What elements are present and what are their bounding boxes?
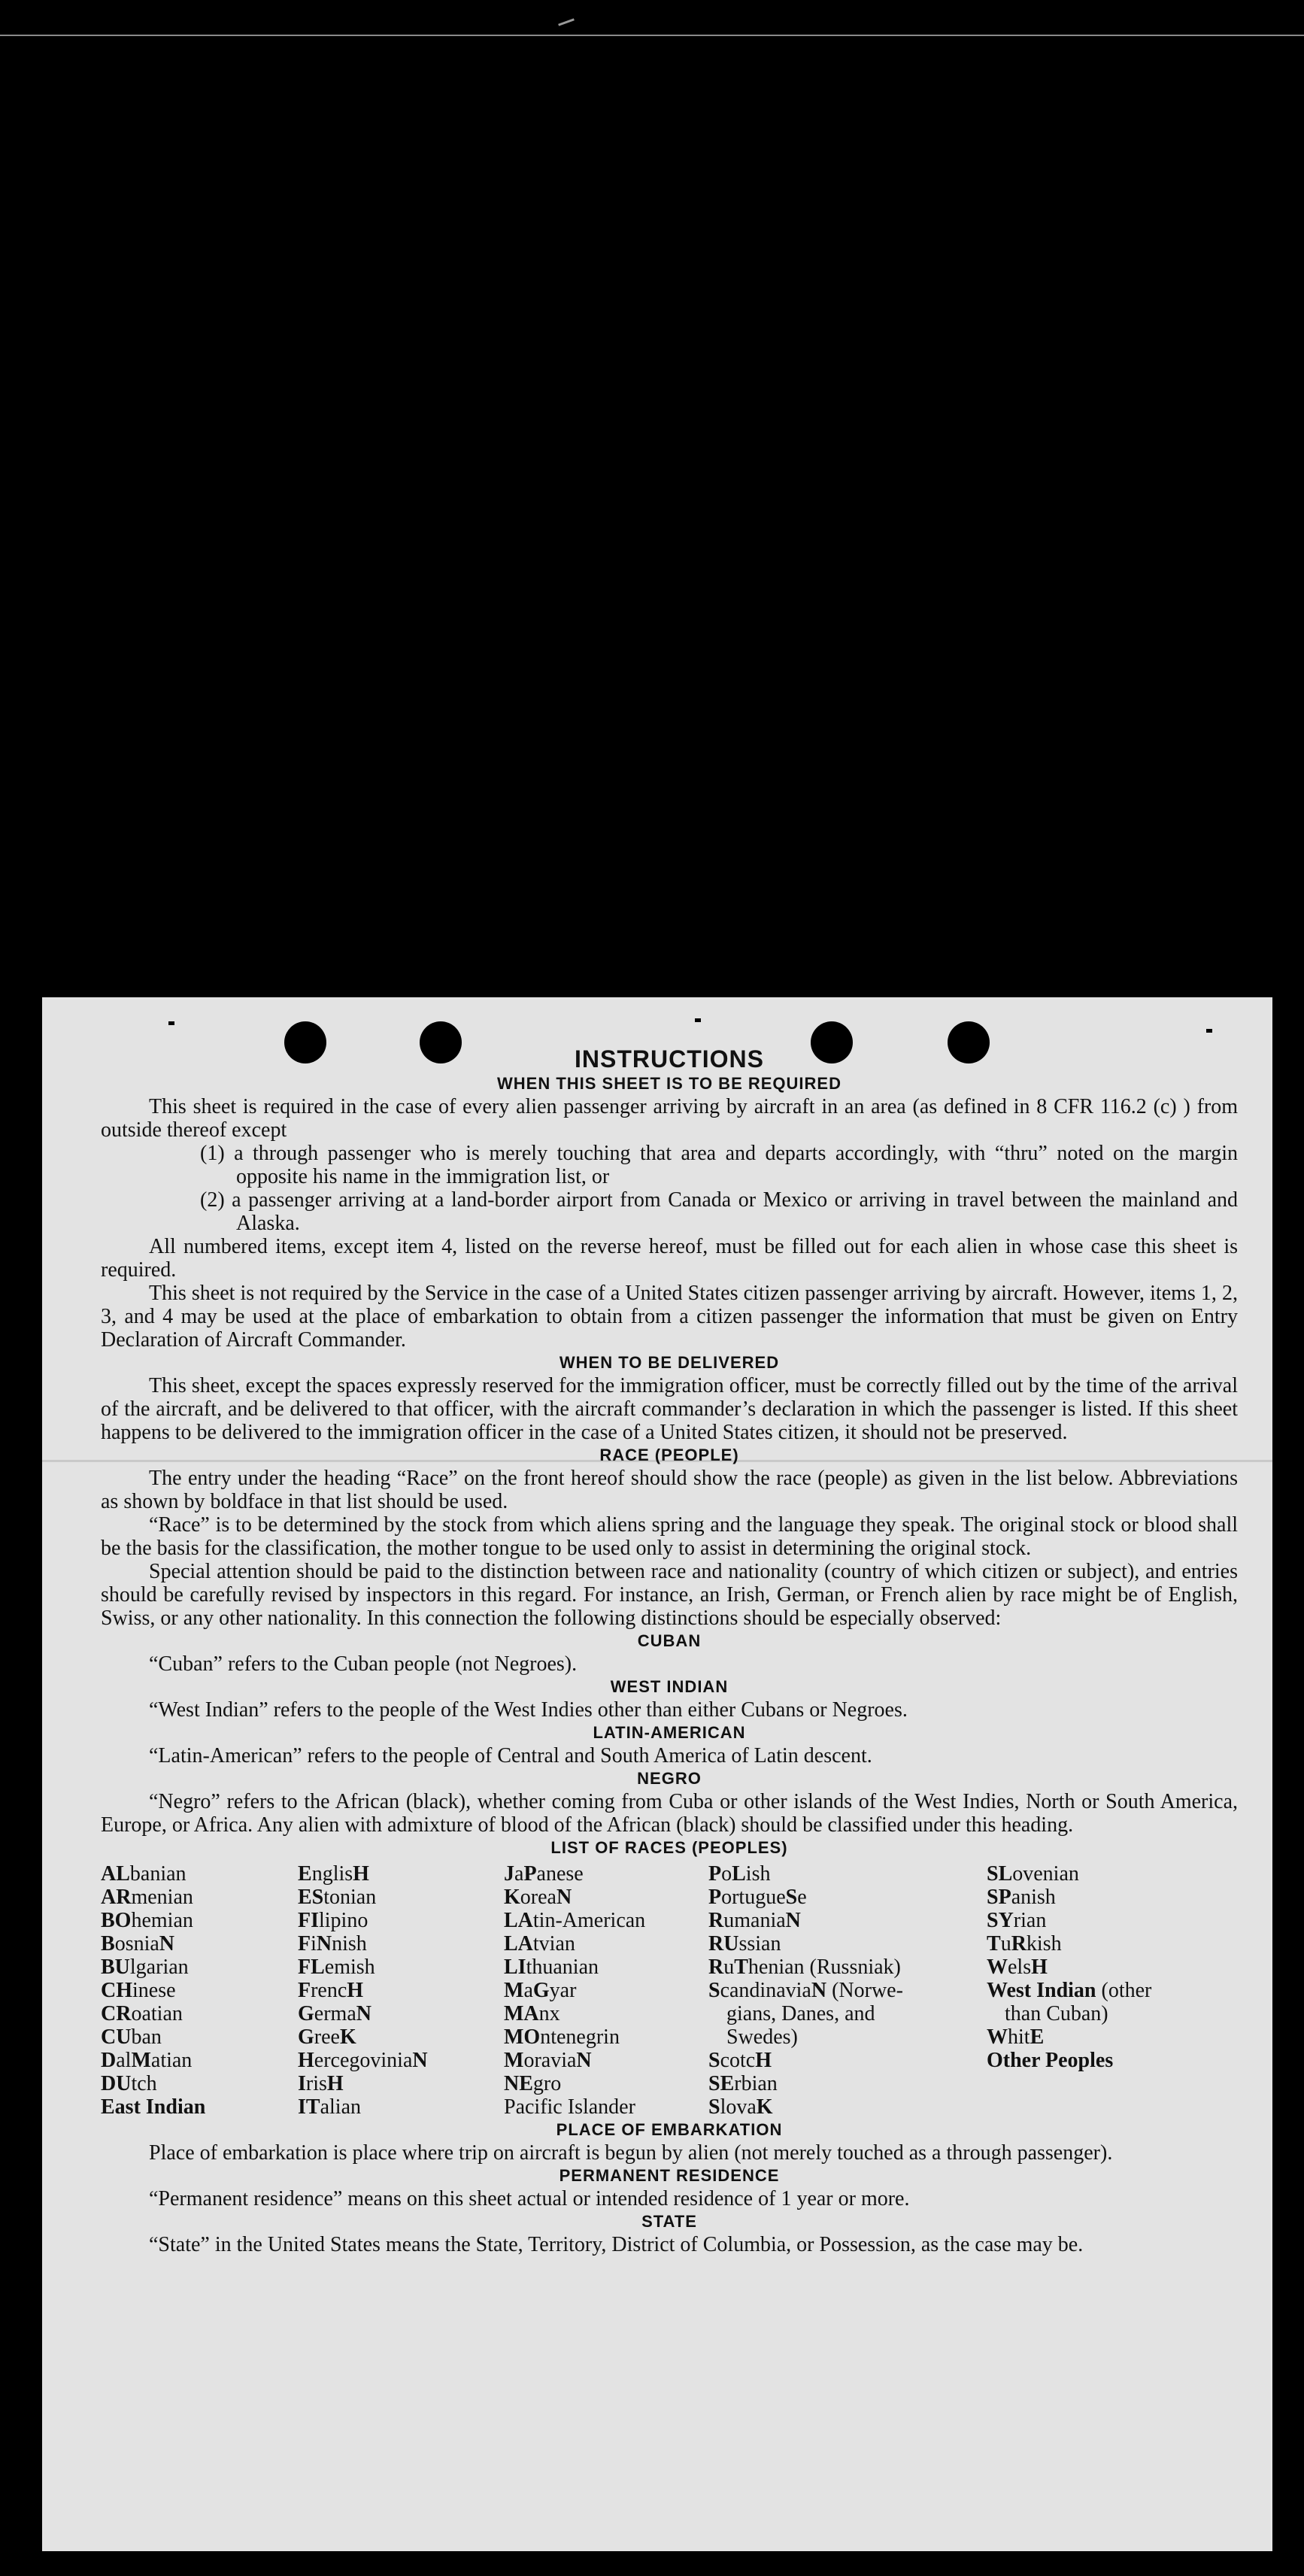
race-text: (other — [1096, 1979, 1152, 2002]
race-abbreviation: T — [987, 1932, 1001, 1956]
race-entry — [298, 1909, 504, 1932]
paragraph: “Permanent residence” means on this sheet actual or intended residence of 1 year or more. — [149, 2187, 910, 2210]
race-text: rbian — [734, 2072, 778, 2095]
race-text: ish — [745, 1862, 771, 1886]
list-item: (1) a through passenger who is merely touching that area and departs accordingly, with “thru” noted on the margin opposite his name in the immigration list, or — [200, 1142, 1238, 1188]
race-entry — [987, 1979, 1238, 2002]
race-text: emish — [324, 1956, 375, 1979]
race-abbreviation: Other Peoples — [987, 2049, 1114, 2072]
race-abbreviation: M — [504, 1979, 524, 2002]
race-entry — [987, 1909, 1238, 1932]
race-entry — [101, 2025, 298, 2049]
race-abbreviation: M — [504, 2049, 524, 2072]
race-abbreviation: CU — [101, 2025, 132, 2049]
paragraph: All numbered items, except item 4, listed on the reverse hereof, must be filled out for each alien in whose case this sheet is required. — [101, 1235, 1238, 1282]
race-abbreviation: AR — [101, 1886, 132, 1909]
section-heading: WEST INDIAN — [610, 1677, 729, 1696]
section-heading: RACE (PEOPLE) — [599, 1446, 739, 1464]
race-entry — [987, 2002, 1238, 2025]
race-text: candinavia — [720, 1979, 811, 2002]
race-entry — [987, 2025, 1238, 2049]
race-text: umania — [723, 1909, 786, 1932]
race-text: thuanian — [526, 1956, 599, 1979]
race-entry — [101, 2049, 298, 2072]
race-text: henian (Russniak) — [748, 1956, 901, 1979]
race-entry — [504, 1862, 708, 1886]
race-text: ris — [305, 2072, 327, 2095]
race-entry — [101, 1979, 298, 2002]
race-text: a — [514, 1862, 524, 1886]
speck — [168, 1021, 174, 1025]
race-text: lgarian — [129, 1956, 189, 1979]
race-entry — [708, 2025, 987, 2049]
race-entry — [504, 2002, 708, 2025]
race-entry — [298, 1979, 504, 2002]
race-text: hit — [1008, 2025, 1030, 2049]
section-heading: PLACE OF EMBARKATION — [556, 2120, 783, 2139]
race-text: banian — [129, 1862, 187, 1886]
race-abbreviation: E — [1030, 2025, 1045, 2049]
race-text: ree — [314, 2025, 340, 2049]
race-text: oravia — [523, 2049, 577, 2072]
race-entry — [298, 1956, 504, 1979]
race-abbreviation: CR — [101, 2002, 132, 2025]
race-text: ovenian — [1012, 1862, 1079, 1886]
race-text: u — [1000, 1932, 1011, 1956]
race-text: gians, Danes, and — [726, 2002, 875, 2025]
paragraph: This sheet, except the spaces expressly reserved for the immigration officer, must be correctly filled out by the time of the arrival of the aircraft, and be delivered to that officer, with the aircraft commander’s declaration in which the passenger is listed. If this sheet happens to be delivered to the immigration officer in the case of a United States citizen, it should not be preserved. — [101, 1374, 1238, 1444]
races-column — [708, 1862, 987, 2119]
race-entry — [298, 2025, 504, 2049]
race-text: gro — [532, 2072, 562, 2095]
race-abbreviation: H — [347, 1979, 364, 2002]
paragraph: “State” in the United States means the State, Territory, District of Columbia, or Possession, as the case may be. — [149, 2233, 1084, 2256]
race-text: lipino — [319, 1909, 368, 1932]
race-text: ssian — [738, 1932, 781, 1956]
race-abbreviation: N — [811, 1979, 827, 2002]
race-entry — [708, 2002, 987, 2025]
race-entry — [101, 1862, 298, 1886]
race-text: kish — [1026, 1932, 1062, 1956]
race-entry — [987, 1932, 1238, 1956]
race-text: oatian — [131, 2002, 183, 2025]
section-heading: LIST OF RACES (PEOPLES) — [550, 1838, 788, 1857]
race-entry — [708, 2049, 987, 2072]
race-abbreviation: M — [131, 2049, 151, 2072]
race-abbreviation: N — [412, 2049, 428, 2072]
race-abbreviation: F — [298, 1932, 311, 1956]
list-item: (2) a passenger arriving at a land-border airport from Canada or Mexico or arriving in travel between the mainland and Alaska. — [200, 1188, 1238, 1235]
race-text: ban — [131, 2025, 162, 2049]
race-abbreviation: SY — [987, 1909, 1014, 1932]
race-abbreviation: R — [708, 1909, 724, 1932]
paragraph: “Race” is to be determined by the stock from which aliens spring and the language they speak. The original stock or blood shall be the basis for the classification, the mother tongue to be used only to assist in determining the original stock. — [101, 1513, 1238, 1560]
race-entry — [101, 2095, 298, 2119]
race-text: tvian — [532, 1932, 575, 1956]
paragraph: Special attention should be paid to the distinction between race and nationality (country of which citizen or subject), and entries should be carefully revised by inspectors in this regard. For instance, an Irish, German, or French alien by race might be of English, Swiss, or any other nationality. In this connection the following distinctions should be especially observed: — [101, 1560, 1238, 1630]
paragraph: “Negro” refers to the African (black), whether coming from Cuba or other islands of the West Indies, North or South America, Europe, or Africa. Any alien with admixture of blood of the African (black) should be classified under this heading. — [101, 1790, 1238, 1837]
scan-top-border — [0, 35, 1304, 36]
races-column — [504, 1862, 708, 2119]
race-abbreviation: N — [356, 2002, 371, 2025]
race-text: nglis — [311, 1862, 353, 1886]
document-page — [42, 997, 1272, 2551]
race-abbreviation: H — [298, 2049, 314, 2072]
paragraph: “West Indian” refers to the people of the West Indies other than either Cubans or Negroes. — [149, 1698, 908, 1722]
race-abbreviation: S — [785, 1886, 798, 1909]
race-entry — [298, 2049, 504, 2072]
race-text: ortugue — [721, 1886, 786, 1909]
race-text: anese — [536, 1862, 584, 1886]
scan-mark — [558, 18, 575, 26]
race-abbreviation: N — [576, 2049, 592, 2072]
race-abbreviation: H — [353, 1862, 369, 1886]
race-text: yar — [549, 1979, 577, 2002]
race-entry — [708, 2072, 987, 2095]
races-list — [101, 1862, 1238, 2119]
race-entry — [987, 1956, 1238, 1979]
instructions-body — [101, 1041, 1238, 2256]
section-heading: STATE — [641, 2212, 697, 2231]
race-text: anish — [1011, 1886, 1056, 1909]
race-entry — [708, 1979, 987, 2002]
race-text: hemian — [131, 1909, 193, 1932]
race-entry — [101, 1956, 298, 1979]
race-abbreviation: West Indian — [987, 1979, 1096, 2002]
race-abbreviation: NE — [504, 2072, 533, 2095]
race-abbreviation: G — [298, 2025, 314, 2049]
section-heading: PERMANENT RESIDENCE — [559, 2166, 780, 2185]
race-entry — [298, 1886, 504, 1909]
race-text: Swedes) — [726, 2025, 798, 2049]
race-abbreviation: P — [708, 1886, 722, 1909]
race-entry — [298, 2002, 504, 2025]
race-text: ntenegrin — [540, 2025, 620, 2049]
paragraph: The entry under the heading “Race” on the front hereof should show the race (people) as given in the list below. Abbreviations as shown by boldface in that list should be used. — [101, 1467, 1238, 1513]
race-abbreviation: IT — [298, 2095, 320, 2119]
race-abbreviation: N — [316, 1932, 332, 1956]
race-entry — [101, 1909, 298, 1932]
race-abbreviation: N — [159, 1932, 175, 1956]
race-text: tonian — [323, 1886, 377, 1909]
paragraph: This sheet is required in the case of every alien passenger arriving by aircraft in an area (as defined in 8 CFR 116.2 (c) ) from outside thereof except — [101, 1095, 1238, 1142]
race-abbreviation: R — [1011, 1932, 1027, 1956]
paragraph: Place of embarkation is place where trip on aircraft is begun by alien (not merely touched as a through passenger). — [149, 2141, 1113, 2165]
race-text: atian — [150, 2049, 193, 2072]
race-abbreviation: ES — [298, 1886, 324, 1909]
race-entry — [101, 1886, 298, 1909]
race-abbreviation: N — [785, 1909, 801, 1932]
paragraph: “Latin-American” refers to the people of Central and South America of Latin descent. — [149, 1744, 872, 1767]
race-abbreviation: SP — [987, 1886, 1011, 1909]
race-text: orea — [520, 1886, 556, 1909]
race-text: u — [723, 1956, 735, 1979]
race-text: inese — [132, 1979, 176, 2002]
race-entry — [504, 1932, 708, 1956]
race-entry — [504, 1886, 708, 1909]
race-abbreviation: RU — [708, 1932, 739, 1956]
race-abbreviation: S — [708, 2049, 720, 2072]
race-text: nish — [332, 1932, 367, 1956]
page-title: INSTRUCTIONS — [575, 1045, 764, 1073]
race-text: cotc — [720, 2049, 756, 2072]
race-abbreviation: BU — [101, 1956, 130, 1979]
race-abbreviation: P — [708, 1862, 722, 1886]
race-text: tch — [131, 2072, 157, 2095]
race-abbreviation: R — [708, 1956, 724, 1979]
race-entry — [708, 1862, 987, 1886]
race-abbreviation: H — [1031, 1956, 1048, 1979]
race-abbreviation: SL — [987, 1862, 1013, 1886]
race-text: than Cuban) — [1005, 2002, 1108, 2025]
race-abbreviation: K — [756, 2095, 773, 2119]
race-abbreviation: G — [298, 2002, 314, 2025]
section-heading: WHEN TO BE DELIVERED — [559, 1353, 780, 1372]
race-text: e — [797, 1886, 807, 1909]
race-text: alian — [320, 2095, 361, 2119]
race-entry — [101, 2072, 298, 2095]
race-abbreviation: LA — [504, 1932, 533, 1956]
race-abbreviation: K — [504, 1886, 520, 1909]
race-entry — [708, 2095, 987, 2119]
race-abbreviation: E — [298, 1862, 312, 1886]
race-abbreviation: W — [987, 2025, 1008, 2049]
race-text: nx — [538, 2002, 560, 2025]
race-text: i — [311, 1932, 317, 1956]
race-abbreviation: D — [101, 2049, 117, 2072]
race-entry — [504, 2095, 708, 2119]
section-heading: NEGRO — [637, 1769, 702, 1788]
race-entry — [101, 2002, 298, 2025]
race-text: rian — [1013, 1909, 1047, 1932]
race-abbreviation: H — [755, 2049, 772, 2072]
race-text: ercegovinia — [314, 2049, 413, 2072]
race-abbreviation: F — [298, 1979, 311, 2002]
race-abbreviation: T — [734, 1956, 748, 1979]
race-abbreviation: J — [504, 1862, 514, 1886]
race-abbreviation: SE — [708, 2072, 735, 2095]
race-abbreviation: L — [732, 1862, 746, 1886]
race-text: renc — [311, 1979, 347, 2002]
race-text: (Norwe- — [826, 1979, 903, 2002]
race-abbreviation: MO — [504, 2025, 541, 2049]
race-entry — [298, 2095, 504, 2119]
race-abbreviation: H — [326, 2072, 344, 2095]
race-abbreviation: CH — [101, 1979, 132, 2002]
race-text: els — [1008, 1956, 1032, 1979]
race-entry — [298, 1862, 504, 1886]
paragraph: “Cuban” refers to the Cuban people (not Negroes). — [149, 1652, 578, 1676]
race-entry — [987, 1886, 1238, 1909]
race-abbreviation: LA — [504, 1909, 533, 1932]
paragraph: This sheet is not required by the Service in the case of a United States citizen passenger arriving by aircraft. However, items 1, 2, 3, and 4 may be used at the place of embarkation to obtain from a citizen passenger the information that must be given on Entry Declaration of Aircraft Commander. — [101, 1282, 1238, 1352]
race-text: osnia — [114, 1932, 159, 1956]
race-abbreviation: DU — [101, 2072, 132, 2095]
race-entry — [504, 1909, 708, 1932]
race-entry — [708, 1956, 987, 1979]
race-abbreviation: K — [339, 2025, 356, 2049]
race-abbreviation: East Indian — [101, 2095, 206, 2119]
race-entry — [708, 1886, 987, 1909]
race-entry — [987, 2049, 1238, 2072]
section-heading: CUBAN — [637, 1631, 702, 1650]
race-abbreviation: MA — [504, 2002, 539, 2025]
race-text: Pacific Islander — [504, 2095, 635, 2119]
race-text: a — [523, 1979, 533, 2002]
race-text: lova — [720, 2095, 757, 2119]
race-entry — [504, 1979, 708, 2002]
race-abbreviation: S — [708, 1979, 720, 2002]
race-abbreviation: B — [101, 1932, 115, 1956]
race-entry — [298, 2072, 504, 2095]
race-abbreviation: FL — [298, 1956, 325, 1979]
race-entry — [708, 1909, 987, 1932]
race-entry — [504, 2049, 708, 2072]
section-heading: WHEN THIS SHEET IS TO BE REQUIRED — [497, 1074, 842, 1093]
race-abbreviation: P — [523, 1862, 537, 1886]
race-entry — [298, 1932, 504, 1956]
race-entry — [504, 2025, 708, 2049]
races-column — [101, 1862, 298, 2119]
races-column — [298, 1862, 504, 2119]
race-text: tin-American — [532, 1909, 646, 1932]
race-abbreviation: S — [708, 2095, 720, 2119]
race-abbreviation: I — [298, 2072, 306, 2095]
section-heading: LATIN-AMERICAN — [593, 1723, 746, 1742]
race-abbreviation: FI — [298, 1909, 319, 1932]
race-entry — [101, 1932, 298, 1956]
race-abbreviation: AL — [101, 1862, 130, 1886]
race-text: menian — [131, 1886, 193, 1909]
speck — [695, 1018, 701, 1022]
race-text: erma — [314, 2002, 356, 2025]
races-column — [987, 1862, 1238, 2119]
race-text: al — [116, 2049, 132, 2072]
race-entry — [987, 1862, 1238, 1886]
race-entry — [504, 2072, 708, 2095]
speck — [1206, 1029, 1212, 1033]
race-abbreviation: N — [556, 1886, 572, 1909]
race-abbreviation: G — [532, 1979, 550, 2002]
race-abbreviation: BO — [101, 1909, 132, 1932]
race-abbreviation: W — [987, 1956, 1008, 1979]
race-entry — [708, 1932, 987, 1956]
race-entry — [504, 1956, 708, 1979]
race-abbreviation: LI — [504, 1956, 526, 1979]
race-text: o — [721, 1862, 732, 1886]
